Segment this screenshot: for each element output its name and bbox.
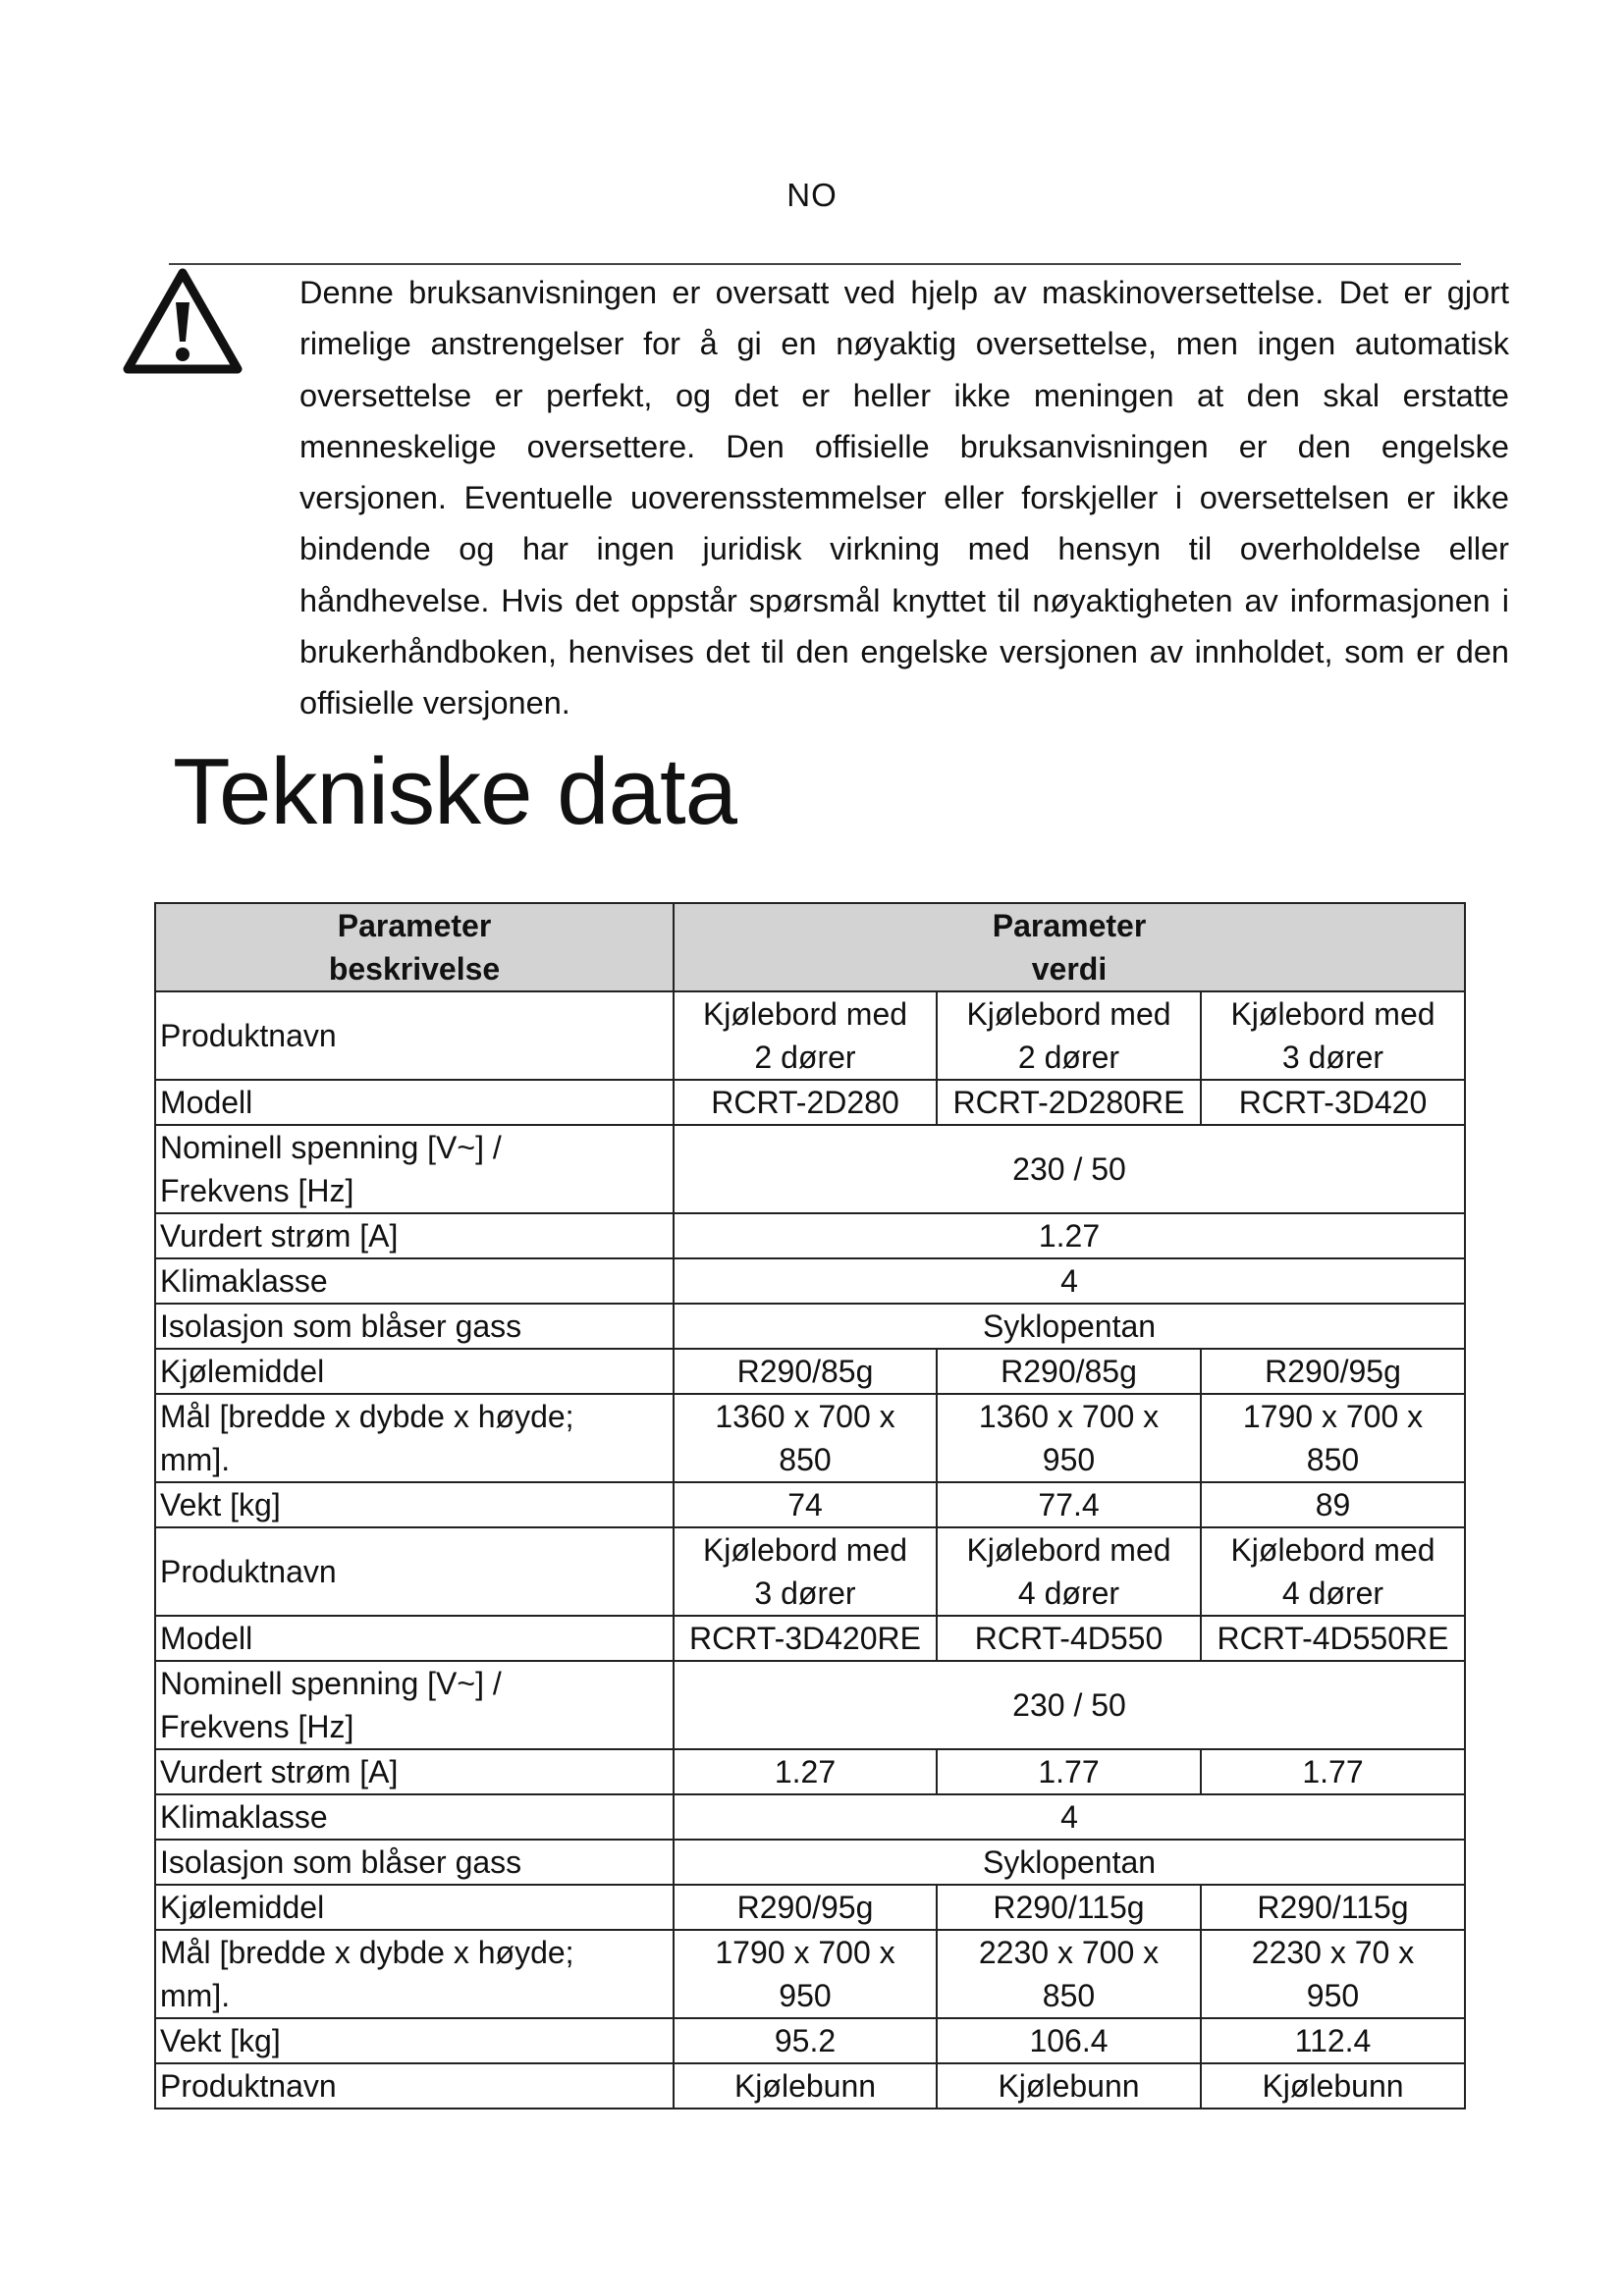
table-row: [155, 1258, 1465, 1304]
parameter-label: Klimaklasse: [155, 1258, 674, 1304]
parameter-value: Kjølebord med 2 dører: [937, 991, 1201, 1080]
parameter-value: 112.4: [1201, 2018, 1465, 2063]
parameter-label: Kjølemiddel: [155, 1349, 674, 1394]
parameter-value: 1360 x 700 x 950: [937, 1394, 1201, 1482]
parameter-value: R290/85g: [674, 1349, 937, 1394]
parameter-label: Isolasjon som blåser gass: [155, 1840, 674, 1885]
parameter-label: Nominell spenning [V~] / Frekvens [Hz]: [155, 1661, 674, 1749]
parameter-label: Vurdert strøm [A]: [155, 1213, 674, 1258]
parameter-label: Modell: [155, 1080, 674, 1125]
parameter-value: R290/95g: [1201, 1349, 1465, 1394]
parameter-value: 230 / 50: [674, 1661, 1465, 1749]
translation-disclaimer: Denne bruksanvisningen er oversatt ved hjelp av maskinoversettelse. Det er gjort rimelige anstrengelser for å gi en nøyaktig oversettelse, men ingen automatisk oversettelse er perfekt, og det er heller ikke meningen at den skal erstatte menneskelige oversettere. Den offisielle bruksanvisningen er den engelske versjonen. Eventuelle uoverensstemmelser eller forskjeller i oversettelsen er ikke bindende og har ingen juridisk virkning med hensyn til overholdelse eller håndhevelse. Hvis det oppstår spørsmål knyttet til nøyaktigheten av informasjonen i brukerhåndboken, henvises det til den engelske versjonen av innholdet, som er den offisielle versjonen.: [299, 275, 1509, 721]
parameter-value: 1360 x 700 x 850: [674, 1394, 937, 1482]
parameter-value: 1.77: [937, 1749, 1201, 1794]
table-row: [155, 1394, 1465, 1482]
parameter-label: Produktnavn: [155, 2063, 674, 2109]
parameter-label: Modell: [155, 1616, 674, 1661]
language-code: NO: [786, 177, 838, 213]
table-row: [155, 1304, 1465, 1349]
parameter-label: Vekt [kg]: [155, 2018, 674, 2063]
table-row: [155, 1930, 1465, 2018]
parameter-value: Kjølebord med 3 dører: [1201, 991, 1465, 1080]
parameter-value: 77.4: [937, 1482, 1201, 1527]
table-row: [155, 1749, 1465, 1794]
parameter-label: Mål [bredde x dybde x høyde; mm].: [155, 1930, 674, 2018]
header-parameter-description: Parameter beskrivelse: [155, 903, 674, 991]
parameter-value: 1790 x 700 x 950: [674, 1930, 937, 2018]
parameter-value: Kjølebord med 4 dører: [1201, 1527, 1465, 1616]
parameter-value: Syklopentan: [674, 1840, 1465, 1885]
parameter-value: Kjølebord med 2 dører: [674, 991, 937, 1080]
parameter-value: 2230 x 700 x 850: [937, 1930, 1201, 2018]
parameter-label: Produktnavn: [155, 1527, 674, 1616]
parameter-value: 74: [674, 1482, 937, 1527]
technical-data-table: [154, 902, 1466, 2109]
parameter-label: Klimaklasse: [155, 1794, 674, 1840]
table-row: [155, 1840, 1465, 1885]
parameter-label: Vurdert strøm [A]: [155, 1749, 674, 1794]
parameter-value: 1790 x 700 x 850: [1201, 1394, 1465, 1482]
parameter-value: R290/95g: [674, 1885, 937, 1930]
table-row: [155, 1482, 1465, 1527]
parameter-value: Kjølebord med 4 dører: [937, 1527, 1201, 1616]
parameter-value: Kjølebunn: [1201, 2063, 1465, 2109]
header-parameter-value: Parameter verdi: [674, 903, 1465, 991]
table-row: [155, 1125, 1465, 1213]
parameter-value: 4: [674, 1794, 1465, 1840]
parameter-value: RCRT-2D280: [674, 1080, 937, 1125]
table-row: [155, 991, 1465, 1080]
parameter-value: RCRT-2D280RE: [937, 1080, 1201, 1125]
table-row: [155, 1661, 1465, 1749]
parameter-value: Kjølebunn: [937, 2063, 1201, 2109]
table-row: [155, 1527, 1465, 1616]
parameter-value: 1.27: [674, 1749, 937, 1794]
parameter-value: 4: [674, 1258, 1465, 1304]
parameter-value: RCRT-3D420: [1201, 1080, 1465, 1125]
parameter-value: 106.4: [937, 2018, 1201, 2063]
warning-icon: [122, 267, 244, 375]
header-divider: [169, 263, 1461, 265]
parameter-label: Vekt [kg]: [155, 1482, 674, 1527]
parameter-value: Syklopentan: [674, 1304, 1465, 1349]
parameter-label: Isolasjon som blåser gass: [155, 1304, 674, 1349]
parameter-value: R290/115g: [937, 1885, 1201, 1930]
parameter-value: 2230 x 70 x 950: [1201, 1930, 1465, 2018]
page-title: Tekniske data: [173, 739, 737, 844]
table-row: [155, 1080, 1465, 1125]
parameter-value: 1.27: [674, 1213, 1465, 1258]
table-row: [155, 1213, 1465, 1258]
parameter-value: Kjølebunn: [674, 2063, 937, 2109]
table-row: [155, 1616, 1465, 1661]
parameter-value: 1.77: [1201, 1749, 1465, 1794]
table-row: [155, 2063, 1465, 2109]
parameter-value: 89: [1201, 1482, 1465, 1527]
parameter-value: R290/115g: [1201, 1885, 1465, 1930]
table-row: [155, 1349, 1465, 1394]
table-row: [155, 2018, 1465, 2063]
parameter-value: RCRT-4D550: [937, 1616, 1201, 1661]
parameter-label: Kjølemiddel: [155, 1885, 674, 1930]
parameter-value: 95.2: [674, 2018, 937, 2063]
parameter-value: 230 / 50: [674, 1125, 1465, 1213]
parameter-label: Produktnavn: [155, 991, 674, 1080]
parameter-value: RCRT-3D420RE: [674, 1616, 937, 1661]
table-header-row: [155, 903, 1465, 991]
parameter-label: Mål [bredde x dybde x høyde; mm].: [155, 1394, 674, 1482]
parameter-value: RCRT-4D550RE: [1201, 1616, 1465, 1661]
table-row: [155, 1885, 1465, 1930]
parameter-value: Kjølebord med 3 dører: [674, 1527, 937, 1616]
table-row: [155, 1794, 1465, 1840]
parameter-value: R290/85g: [937, 1349, 1201, 1394]
parameter-label: Nominell spenning [V~] / Frekvens [Hz]: [155, 1125, 674, 1213]
